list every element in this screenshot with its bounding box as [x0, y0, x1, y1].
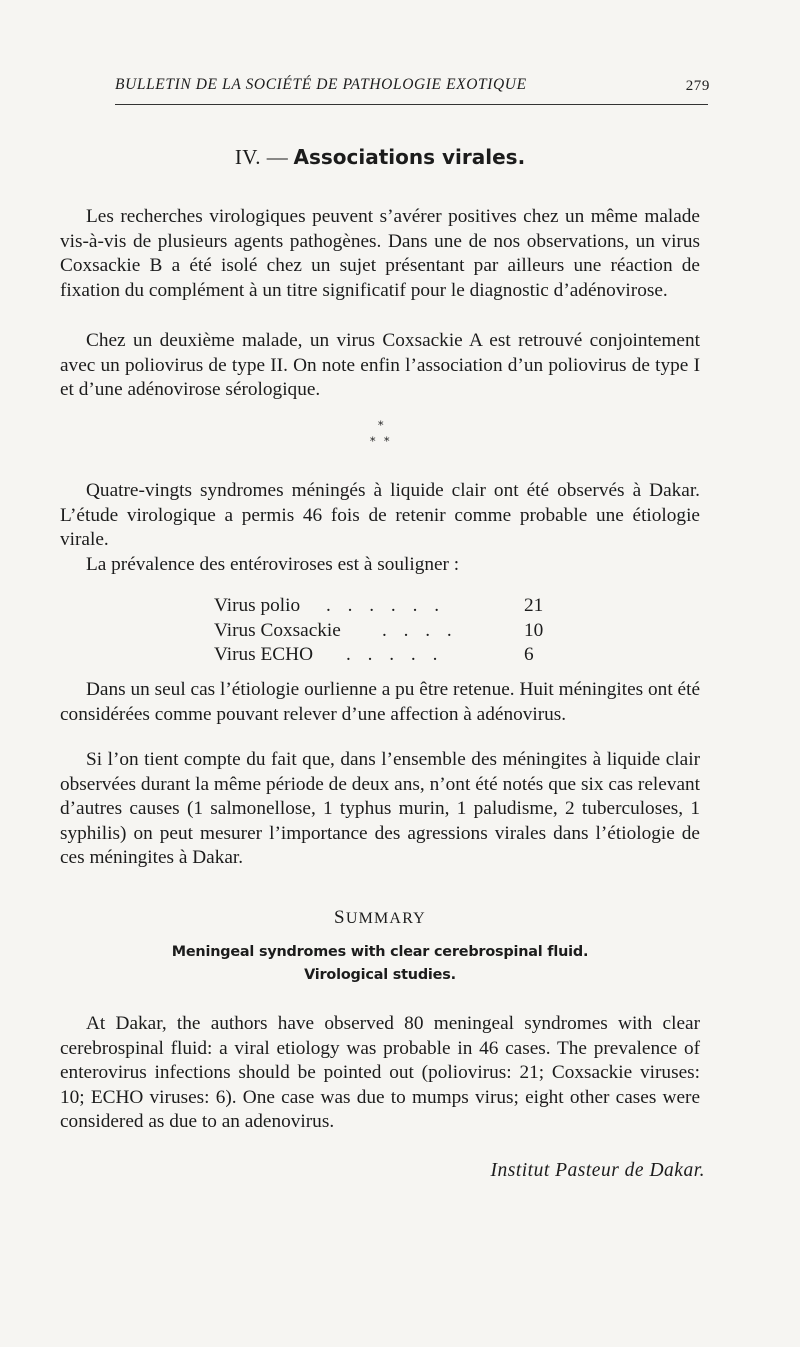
paragraph-prevalence-intro: La prévalence des entéroviroses est à souligner :: [86, 554, 460, 575]
star-icon: *: [378, 419, 384, 432]
institution-signature: Institut Pasteur de Dakar.: [490, 1160, 705, 1181]
summary-subtitle-line-1: Meningeal syndromes with clear cerebrospinal fluid.: [171, 944, 589, 960]
leader-dots: . . . . . .: [326, 595, 446, 616]
header-rule: [115, 104, 708, 105]
asterism-separator: [370, 418, 400, 452]
paragraph-multiple-positives: Les recherches virologiques peuvent s’avérer positives chez un même malade vis-à-vis de plusieurs agents pathogènes. Dans une de nos observations, un virus Coxsackie B a été isolé chez un sujet présentant par ailleurs une réaction de fixation du complément à un titre significatif pour le diagnostic d’adénovirose.: [60, 206, 700, 301]
leader-dots: . . . .: [382, 619, 458, 641]
virus-count-table: [214, 594, 554, 668]
virus-count: 10: [524, 619, 544, 641]
summary-paragraph: At Dakar, the authors have observed 80 meningeal syndromes with clear cerebrospinal fluid: a viral etiology was probable in 46 cases. The prevalence of enterovirus infections should be pointed out (poliovirus: 21; Coxsackie viruses: 10; ECHO viruses: 6). One case was due to mumps virus; eight other cases were considered as due to an adenovirus.: [60, 1013, 700, 1133]
table-row: [214, 619, 554, 644]
page-number: 279: [685, 78, 710, 94]
paragraph-mumps-adenovirus: Dans un seul cas l’étiologie ourlienne a pu être retenue. Huit méningites ont été considérées comme pouvant relever d’une affection à adénovirus.: [60, 679, 700, 725]
summary-subtitle-line-2: Virological studies.: [304, 967, 456, 983]
table-row: [214, 643, 554, 668]
paragraph-second-patient: Chez un deuxième malade, un virus Coxsackie A est retrouvé conjointement avec un poliovirus de type II. On note enfin l’association d’un poliovirus de type I et d’une adénovirose sérologique.: [60, 330, 700, 401]
leader-dots: . . . . .: [346, 644, 444, 665]
section-number: IV. —: [234, 145, 289, 169]
star-icon: *: [370, 435, 376, 448]
virus-name: Virus ECHO: [214, 644, 313, 665]
virus-count: 21: [524, 595, 544, 616]
section-title: [0, 145, 760, 170]
paragraph-other-causes: Si l’on tient compte du fait que, dans l’ensemble des méningites à liquide clair observées durant la même période de deux ans, n’ont été notés que six cas relevant d’autres causes (1 salmonellose, 1 typhus murin, 1 paludisme, 2 tuberculoses, 1 syphilis) on peut mesurer l’importance des agressions virales dans l’étiologie de ces méningites à Dakar.: [60, 749, 700, 869]
paragraph-eighty-syndromes: Quatre-vingts syndromes méningés à liquide clair ont été observés à Dakar. L’étude virologique a permis 46 fois de retenir comme probable une étiologie virale.: [60, 480, 700, 551]
summary-heading-initial: S: [334, 907, 346, 928]
table-row: [214, 594, 554, 619]
running-title: BULLETIN DE LA SOCIÉTÉ DE PATHOLOGIE EXOTIQUE: [115, 76, 527, 93]
virus-count: 6: [524, 644, 534, 665]
section-label: Associations virales.: [293, 145, 526, 169]
star-icon: *: [384, 435, 390, 448]
summary-heading: [0, 907, 760, 929]
virus-name: Virus polio: [214, 595, 301, 616]
summary-heading-rest: UMMARY: [345, 910, 426, 927]
virus-name: Virus Coxsackie: [214, 619, 341, 641]
